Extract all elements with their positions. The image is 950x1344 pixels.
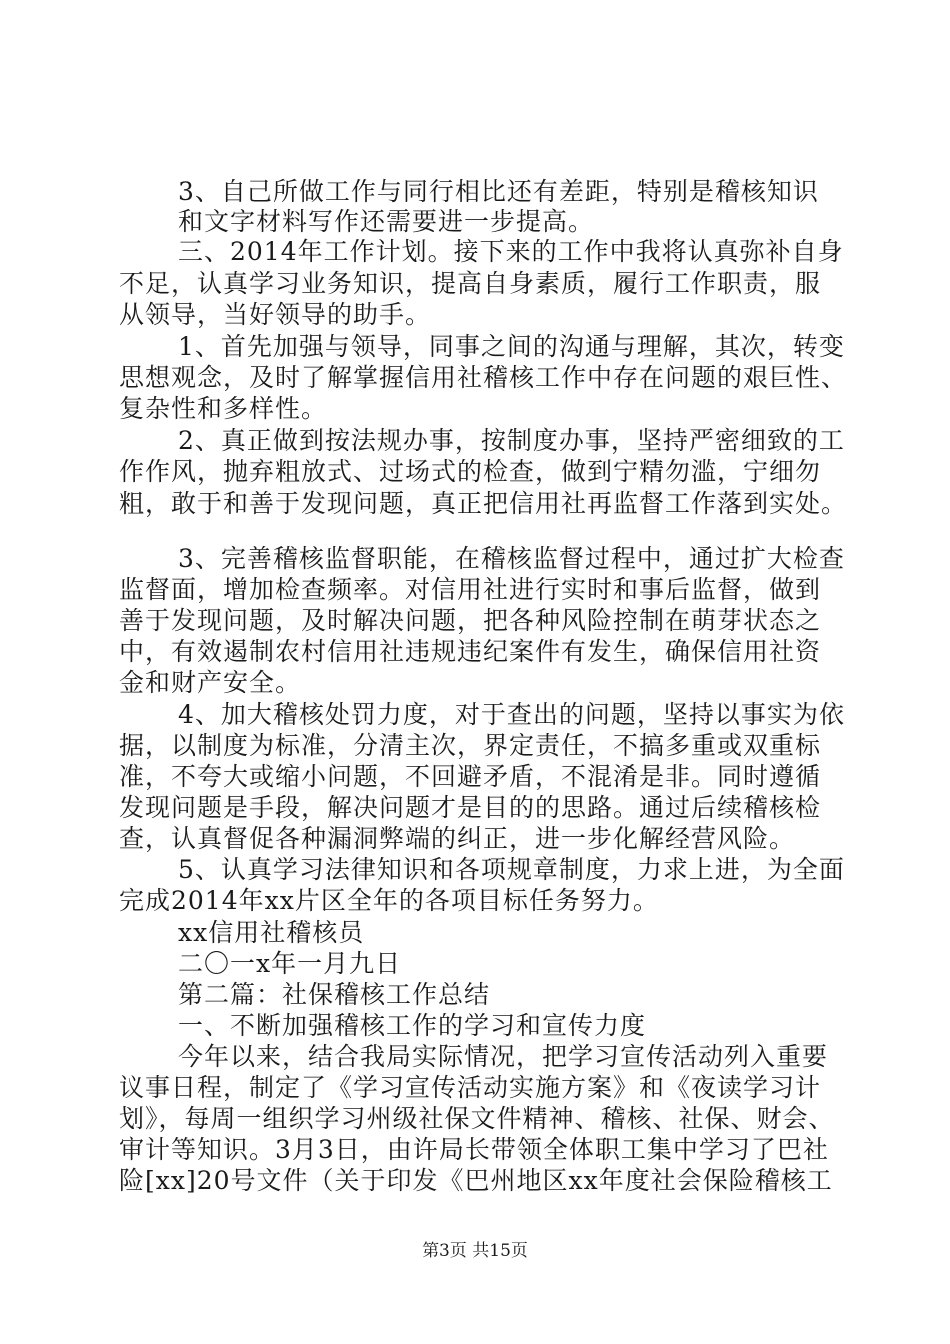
text-line: 监督面，增加检查频率。对信用社进行实时和事后监督，做到: [119, 575, 822, 604]
text-line: 4、加大稽核处罚力度，对于查出的问题，坚持以事实为依: [178, 700, 845, 729]
page-number-footer: 第3页 共15页: [422, 1241, 528, 1261]
text-line: 粗，敢于和善于发现问题，真正把信用社再监督工作落到实处。: [119, 489, 848, 518]
text-line: 议事日程，制定了《学习宣传活动实施方案》和《夜读学习计: [119, 1073, 822, 1102]
text-line: 今年以来，结合我局实际情况，把学习宣传活动列入重要: [178, 1042, 829, 1071]
text-line: 复杂性和多样性。: [119, 394, 328, 423]
text-line: 准，不夸大或缩小问题，不回避矛盾，不混淆是非。同时遵循: [119, 762, 822, 791]
text-line: 善于发现问题，及时解决问题，把各种风险控制在萌芽状态之: [119, 606, 822, 635]
text-line: 险[xx]20号文件（关于印发《巴州地区xx年度社会保险稽核工: [119, 1166, 833, 1195]
text-line: 作作风，抛弃粗放式、过场式的检查，做到宁精勿滥，宁细勿: [119, 457, 822, 486]
text-line: 从领导，当好领导的助手。: [119, 300, 432, 329]
text-line: 发现问题是手段，解决问题才是目的的思路。通过后续稽核检: [119, 793, 822, 822]
text-line: 查，认真督促各种漏洞弊端的纠正，进一步化解经营风险。: [119, 824, 796, 853]
text-line: 5、认真学习法律知识和各项规章制度，力求上进，为全面: [178, 855, 845, 884]
text-line: 划》，每周一组织学习州级社保文件精神、稽核、社保、财会、: [119, 1104, 835, 1133]
text-line: 审计等知识。3月3日，由许局长带领全体职工集中学习了巴社: [119, 1135, 829, 1164]
text-line: 3、完善稽核监督职能，在稽核监督过程中，通过扩大检查: [178, 544, 845, 573]
text-line: 2、真正做到按法规办事，按制度办事，坚持严密细致的工: [178, 426, 845, 455]
text-line: 完成2014年xx片区全年的各项目标任务努力。: [119, 886, 659, 915]
text-line: 和文字材料写作还需要进一步提高。: [178, 207, 595, 236]
date-line: 二〇一x年一月九日: [178, 949, 402, 978]
text-line: 思想观念，及时了解掌握信用社稽核工作中存在问题的艰巨性、: [119, 363, 848, 392]
sub-heading: 一、不断加强稽核工作的学习和宣传力度: [178, 1011, 647, 1040]
text-line: 金和财产安全。: [119, 668, 302, 697]
text-line: 3、自己所做工作与同行相比还有差距，特别是稽核知识: [178, 177, 819, 206]
text-line: 1、首先加强与领导，同事之间的沟通与理解，其次，转变: [178, 332, 845, 361]
section-heading: 第二篇：社保稽核工作总结: [178, 980, 491, 1009]
text-line: 中，有效遏制农村信用社违规违纪案件有发生，确保信用社资: [119, 637, 822, 666]
text-line: 不足，认真学习业务知识，提高自身素质，履行工作职责，服: [119, 269, 822, 298]
signature-line: xx信用社稽核员: [178, 918, 365, 947]
text-line: 据，以制度为标准，分清主次，界定责任，不搞多重或双重标: [119, 731, 822, 760]
text-line: 三、2014年工作计划。接下来的工作中我将认真弥补自身: [178, 237, 844, 266]
